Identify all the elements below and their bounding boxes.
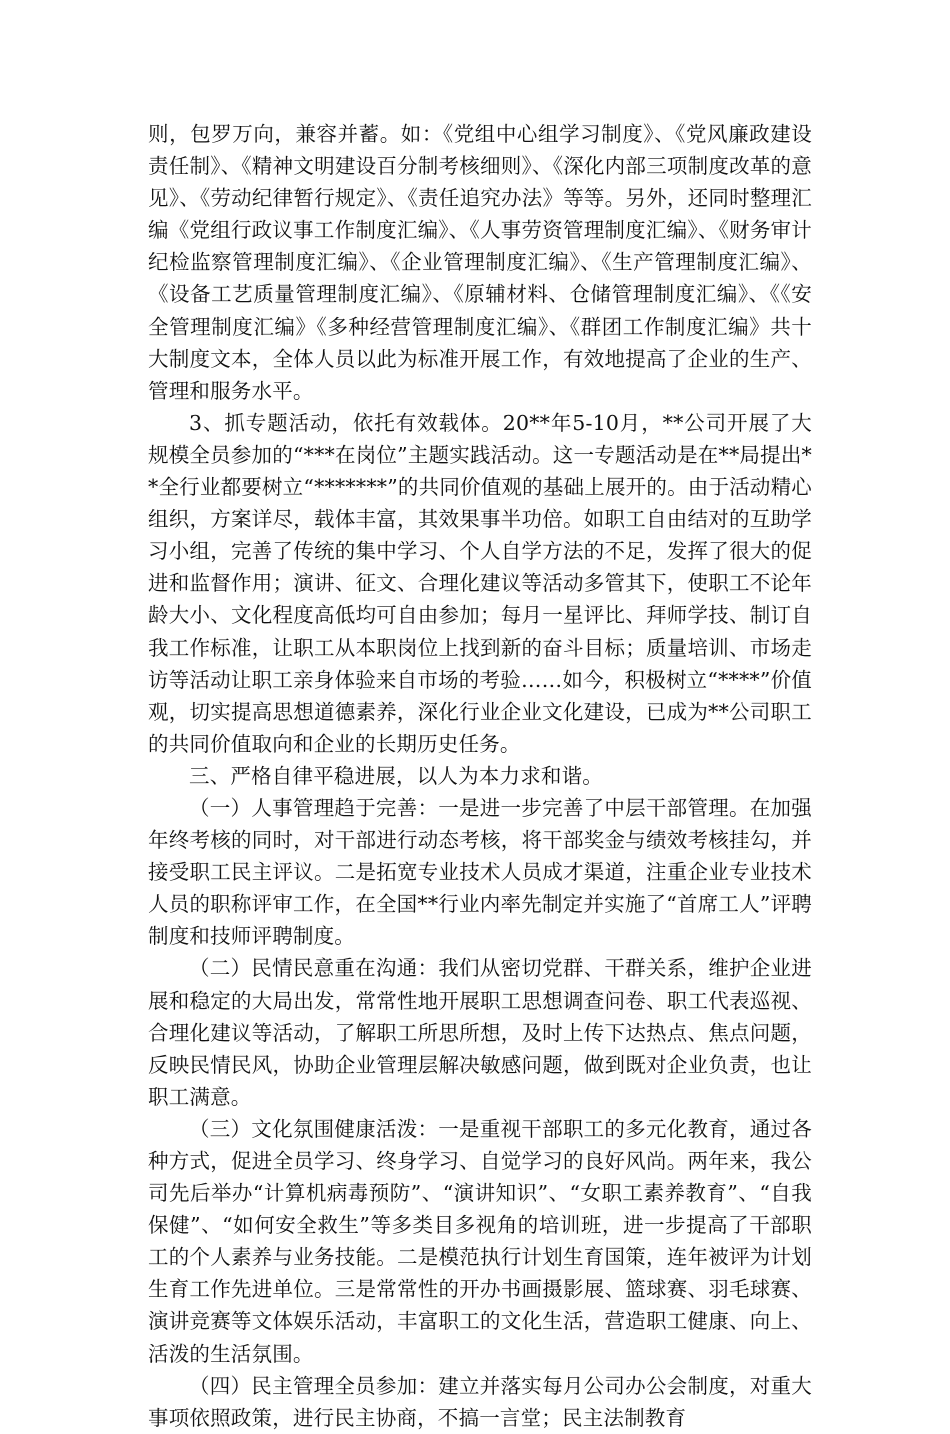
document-page <box>148 118 812 1434</box>
paragraph-4: （一）人事管理趋于完善：一是进一步完善了中层干部管理。在加强年终考核的同时，对干部进行动态考核，将干部奖金与绩效考核挂勾，并接受职工民主评议。二是拓宽专业技术人员成才渠道，注重企业专业技术人员的职称评审工作，在全国**行业内率先制定并实施了“首席工人”评聘制度和技师评聘制度。 <box>148 795 812 949</box>
paragraph-3-heading: 三、严格自律平稳进展，以人为本力求和谐。 <box>189 763 603 788</box>
paragraph-6: （三）文化氛围健康活泼：一是重视干部职工的多元化教育，通过各种方式，促进全员学习、终身学习、自觉学习的良好风尚。两年来，我公司先后举办“计算机病毒预防”、“演讲知识”、“女职工素养教育”、“自我保健”、“如何安全救生”等多类目多视角的培训班，进一步提高了干部职工的个人素养与业务技能。二是模范执行计划生育国策，连年被评为计划生育工作先进单位。三是常常性的开办书画摄影展、篮球赛、羽毛球赛、演讲竞赛等文体娱乐活动，丰富职工的文化生活，营造职工健康、向上、活泼的生活氛围。 <box>148 1116 812 1366</box>
paragraph-1: 则，包罗万向，兼容并蓄。如：《党组中心组学习制度》、《党风廉政建设责任制》、《精神文明建设百分制考核细则》、《深化内部三项制度改革的意见》、《劳动纪律暂行规定》、《责任追究办法》等等。另外，还同时整理汇编《党组行政议事工作制度汇编》、《人事劳资管理制度汇编》、《财务审计纪检监察管理制度汇编》、《企业管理制度汇编》、《生产管理制度汇编》、《设备工艺质量管理制度汇编》、《原辅材料、仓储管理制度汇编》、《《安全管理制度汇编》《多种经营管理制度汇编》、《群团工作制度汇编》共十大制度文本，全体人员以此为标准开展工作，有效地提高了企业的生产、管理和服务水平。 <box>148 122 812 403</box>
paragraph-5: （二）民情民意重在沟通：我们从密切党群、干群关系，维护企业进展和稳定的大局出发，常常性地开展职工思想调查问卷、职工代表巡视、合理化建议等活动，了解职工所思所想，及时上传下达热点、焦点问题，反映民情民风，协助企业管理层解决敏感问题，做到既对企业负责，也让职工满意。 <box>148 956 812 1109</box>
paragraph-2: 3、抓专题活动，依托有效载体。20**年5-10月，**公司开展了大规模全员参加的“***在岗位”主题实践活动。这一专题活动是在**局提出**全行业都要树立“*******”的共同价值观的基础上展开的。由于活动精心组织，方案详尽，载体丰富，其效果事半功倍。如职工自由结对的互助学习小组，完善了传统的集中学习、个人自学方法的不足，发挥了很大的促进和监督作用；演讲、征文、合理化建议等活动多管其下，使职工不论年龄大小、文化程度高低均可自由参加；每月一星评比、拜师学技、制订自我工作标准，让职工从本职岗位上找到新的奋斗目标；质量培训、市场走访等活动让职工亲身体验来自市场的考验……如今，积极树立“****”价值观，切实提高思想道德素养，深化行业企业文化建设，已成为**公司职工的共同价值取向和企业的长期历史任务。 <box>148 410 812 756</box>
paragraph-7: （四）民主管理全员参加：建立并落实每月公司办公会制度，对重大事项依照政策，进行民主协商，不搞一言堂；民主法制教育 <box>148 1373 812 1430</box>
